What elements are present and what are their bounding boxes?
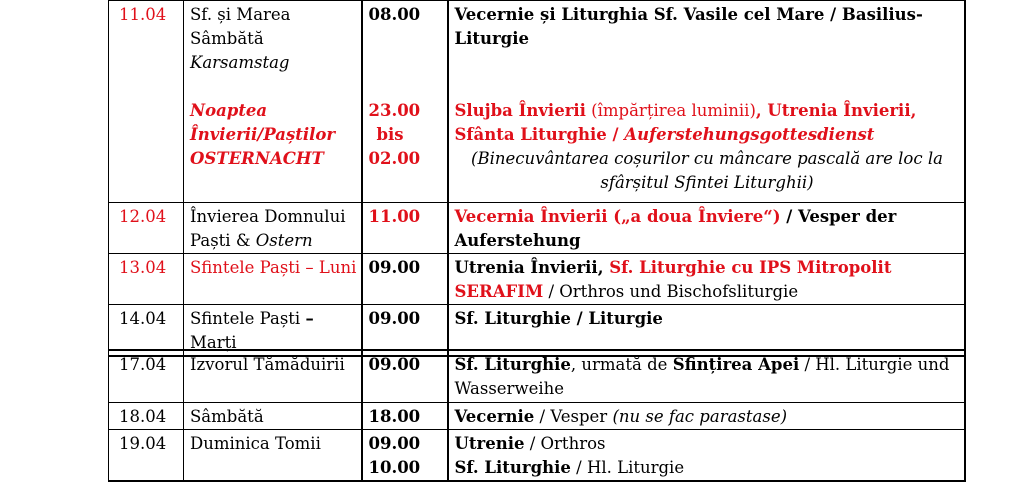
time: 11.00 xyxy=(368,207,421,226)
day-cell xyxy=(184,429,362,481)
date-cell xyxy=(109,429,184,481)
schedule-row xyxy=(109,254,965,305)
day-line: Sfintele Paști – Luni xyxy=(190,258,357,277)
schedule-row xyxy=(109,0,965,203)
service-cell xyxy=(448,350,965,402)
service-line: Utrenie / Orthros xyxy=(454,433,606,453)
day-cell xyxy=(184,350,362,402)
time: 18.00 xyxy=(368,406,421,426)
date-cell xyxy=(109,0,184,203)
time: 09.00 xyxy=(368,309,421,328)
service-cell: Vecernie / Vesper (nu se fac parastase) xyxy=(448,402,965,429)
day-line: Sf. și Marea xyxy=(190,5,291,24)
schedule-table-2 xyxy=(108,349,966,482)
service-cell xyxy=(448,429,965,481)
time: bis xyxy=(376,125,404,144)
service-line: Sfânta Liturghie / Auferstehungsgottesdienst xyxy=(454,125,875,144)
day-line: Sâmbătă xyxy=(190,406,264,426)
time: 10.00 xyxy=(368,457,421,477)
time: 08.00 xyxy=(368,5,421,24)
time: 09.00 xyxy=(368,433,421,453)
service-line: Vecernia Învierii („a doua Înviere“) / Vesper der xyxy=(454,207,897,226)
time-cell xyxy=(362,402,448,429)
day-line: Duminica Tomii xyxy=(190,433,321,453)
schedule-row xyxy=(109,402,965,429)
day-line: Învierea Domnului xyxy=(190,207,346,226)
day-cell xyxy=(184,402,362,429)
service-line: Wasserweihe xyxy=(454,379,565,398)
day-line: Izvorul Tămăduirii xyxy=(190,355,345,374)
schedule-table-1 xyxy=(108,0,966,357)
date: 14.04 xyxy=(119,309,167,328)
date: 13.04 xyxy=(119,258,167,277)
time: 09.00 xyxy=(368,355,421,374)
time-cell xyxy=(362,350,448,402)
service-line: Sf. Liturghie / Hl. Liturgie xyxy=(454,457,685,477)
date: 12.04 xyxy=(119,207,167,226)
time-cell xyxy=(362,254,448,305)
date-cell xyxy=(109,402,184,429)
date: 18.04 xyxy=(119,406,167,426)
date: 11.04 xyxy=(119,5,167,24)
date-cell xyxy=(109,254,184,305)
day-cell xyxy=(184,254,362,305)
schedule-row xyxy=(109,203,965,254)
time-cell xyxy=(362,0,448,203)
day-line: Sâmbătă xyxy=(190,29,264,48)
service-line: SERAFIM / Orthros und Bischofsliturgie xyxy=(454,282,799,301)
service-line: Slujba Învierii (împărțirea luminii), Utrenia Învierii, xyxy=(454,101,917,120)
day-line-german: Karsamstag xyxy=(190,53,290,72)
note-line: sfârșitul Sfintei Liturghii) xyxy=(600,173,814,192)
service-line: Sf. Liturghie / Liturgie xyxy=(454,309,663,328)
time-cell xyxy=(362,429,448,481)
service-cell xyxy=(448,203,965,254)
night-line: Noaptea xyxy=(190,101,268,120)
service-line: Auferstehung xyxy=(454,231,581,250)
day-cell xyxy=(184,0,362,203)
day-line: Sfintele Paști – xyxy=(190,309,314,328)
time: 02.00 xyxy=(368,149,421,168)
note-line: (Binecuvântarea coșurilor cu mâncare pascală are loc la xyxy=(471,149,943,168)
date: 17.04 xyxy=(119,355,167,374)
time-cell xyxy=(362,203,448,254)
time: 09.00 xyxy=(368,258,421,277)
time: 23.00 xyxy=(368,101,421,120)
day-line: Paști & Ostern xyxy=(190,231,313,250)
day-cell xyxy=(184,203,362,254)
date-cell xyxy=(109,350,184,402)
service-line: Sf. Liturghie, urmată de Sfințirea Apei / Hl. Liturgie und xyxy=(454,355,950,374)
service-line: Vecernie și Liturghia Sf. Vasile cel Mare / Basilius- xyxy=(454,5,923,24)
service-line: Liturgie xyxy=(454,29,529,48)
service-line: Utrenia Învierii, Sf. Liturghie cu IPS Mitropolit xyxy=(454,258,892,277)
night-line: Învierii/Paștilor xyxy=(190,125,336,144)
night-line: OSTERNACHT xyxy=(190,149,324,168)
schedule-row xyxy=(109,350,965,402)
service-cell xyxy=(448,0,965,203)
day-line: Marți xyxy=(190,333,237,352)
schedule-row xyxy=(109,429,965,481)
date-cell xyxy=(109,203,184,254)
date: 19.04 xyxy=(119,433,167,453)
service-cell xyxy=(448,254,965,305)
